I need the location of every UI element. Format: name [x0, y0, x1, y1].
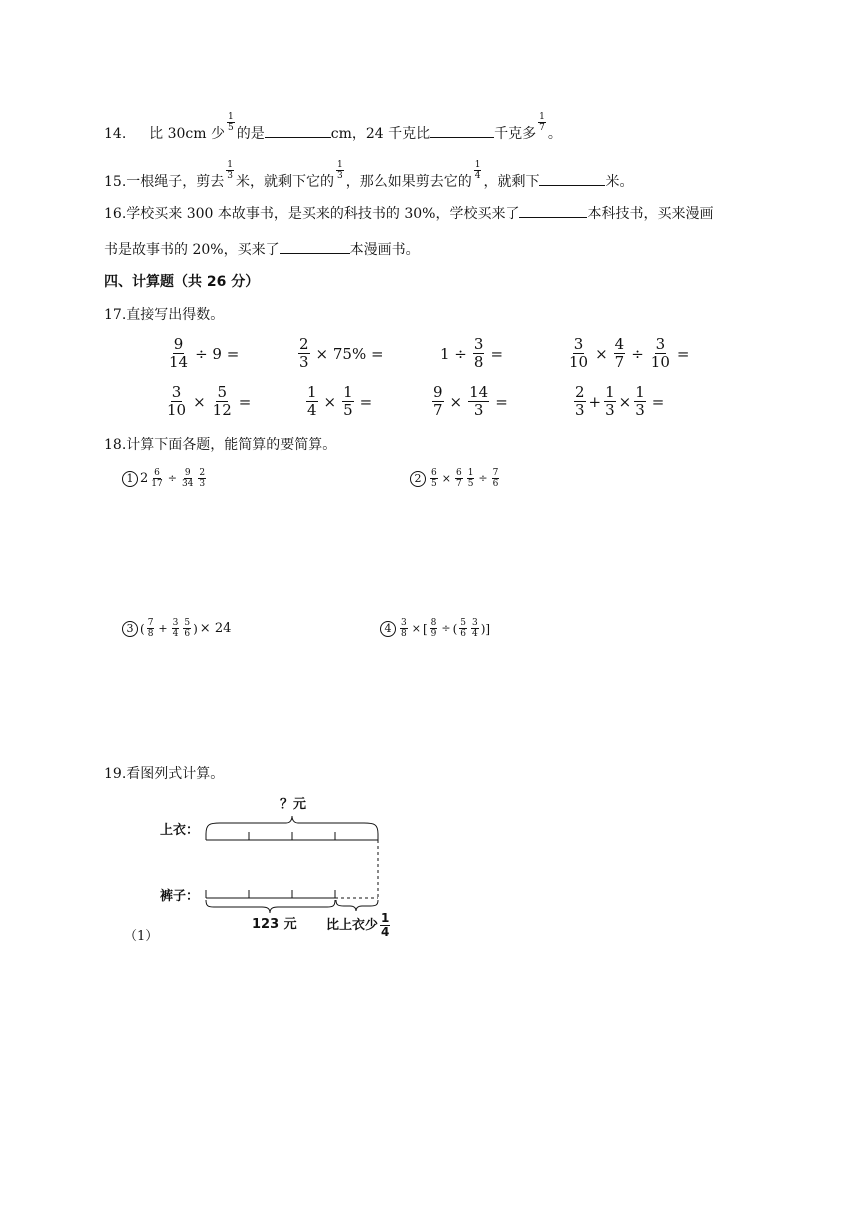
- question-text: 看图列式计算。: [126, 766, 225, 782]
- section-title: 四、计算题（共 26 分）: [104, 274, 260, 290]
- q14-text-2: 的是: [236, 126, 265, 142]
- question-number: 16.: [104, 206, 127, 222]
- q14-text-3: cm，24 千克比: [330, 126, 431, 142]
- sub-question-label: （1）: [124, 929, 159, 944]
- circled-number: 4: [380, 621, 396, 637]
- question-number: 15.: [104, 174, 127, 190]
- q17-expression-5: $\frac{3}{10}$ × $\frac{5}{12}$ =: [167, 383, 252, 419]
- question-number: 14.: [104, 126, 127, 142]
- q16-text-2: 本科技书，买来漫画: [587, 206, 714, 222]
- q14-fraction-1: $\frac{1}{5}$: [228, 112, 234, 133]
- q18-problem-3: 3 ( $\frac{7}{8}$ + $\frac{3}{4}$ $\frac{5}{6}$ ) × 24: [122, 618, 233, 639]
- q17-expression-6: $\frac{1}{4}$ × $\frac{1}{5}$ =: [307, 383, 373, 419]
- diff-brace: [336, 900, 378, 911]
- q15-text-3: ，那么如果剪去它的: [345, 174, 472, 190]
- diagram-label-shirt: 上衣：: [160, 823, 200, 838]
- question-number: 17.: [104, 307, 127, 323]
- bottom-brace: [206, 900, 335, 913]
- diagram-bottom-label: 123 元: [252, 917, 297, 932]
- q17-expression-8: $\frac{2}{3}$ + $\frac{1}{3}$ × $\frac{1}{3}$ =: [575, 383, 665, 419]
- question-text: 计算下面各题，能简算的要简算。: [126, 437, 337, 453]
- q15-text-1: 一根绳子，剪去: [126, 174, 225, 190]
- circled-number: 2: [410, 471, 426, 487]
- q15-fraction-1: $\frac{1}{3}$: [227, 160, 233, 181]
- q16-text-3: 书是故事书的 20%，买来了: [104, 242, 280, 258]
- q15-fraction-2: $\frac{1}{3}$: [337, 160, 343, 181]
- q18-problem-1: 1 2 $\frac{6}{17}$ ÷ $\frac{9}{34}$ $\frac{2}{3}$: [122, 468, 208, 489]
- q15-text-4: ，就剩下: [483, 174, 540, 190]
- q18-problem-4: 4 $\frac{3}{8}$ × [ $\frac{8}{9}$ ÷ ( $\frac{5}{6}$ $\frac{3}{4}$ )]: [380, 618, 490, 639]
- q14-text-1: 比 30cm 少: [149, 126, 226, 142]
- q17-expression-4: $\frac{3}{10}$ × $\frac{4}{7}$ ÷ $\frac{3}{10}$ =: [569, 335, 690, 371]
- question-text: 直接写出得数。: [126, 307, 225, 323]
- circled-number: 3: [122, 621, 138, 637]
- q17-expression-7: $\frac{9}{7}$ × $\frac{14}{3}$ =: [433, 383, 508, 419]
- q17-expression-3: 1 ÷ $\frac{3}{8}$ =: [440, 335, 504, 371]
- q15-fraction-3: $\frac{1}{4}$: [474, 160, 481, 181]
- q16-text-4: 本漫画书。: [349, 242, 420, 258]
- q15-text-5: 米。: [605, 174, 634, 190]
- circled-number: 1: [122, 471, 138, 487]
- q14-fraction-2: $\frac{1}{7}$: [539, 112, 545, 133]
- q14-text-5: 。: [547, 126, 562, 142]
- q15-text-2: 米，就剩下它的: [236, 174, 334, 190]
- question-number: 19.: [104, 766, 127, 782]
- question-number: 18.: [104, 437, 127, 453]
- diagram-label-pants: 裤子：: [160, 889, 200, 904]
- top-brace: [206, 816, 378, 834]
- q16-text-1: 学校买来 300 本故事书，是买来的科技书的 30%，学校买来了: [126, 206, 520, 222]
- diagram-diff-label: 比上衣少 $\frac{1}{4}$: [326, 911, 390, 939]
- q17-expression-2: $\frac{2}{3}$ × 75% =: [299, 335, 384, 371]
- diagram-top-label: ？元: [280, 797, 307, 812]
- q18-problem-2: 2 $\frac{6}{5}$ × $\frac{6}{7}$ $\frac{1}{5}$ ÷ $\frac{7}{6}$: [410, 468, 501, 489]
- q17-expression-1: $\frac{9}{14}$ ÷ 9 =: [169, 335, 240, 371]
- q14-text-4: 千克多: [494, 126, 537, 142]
